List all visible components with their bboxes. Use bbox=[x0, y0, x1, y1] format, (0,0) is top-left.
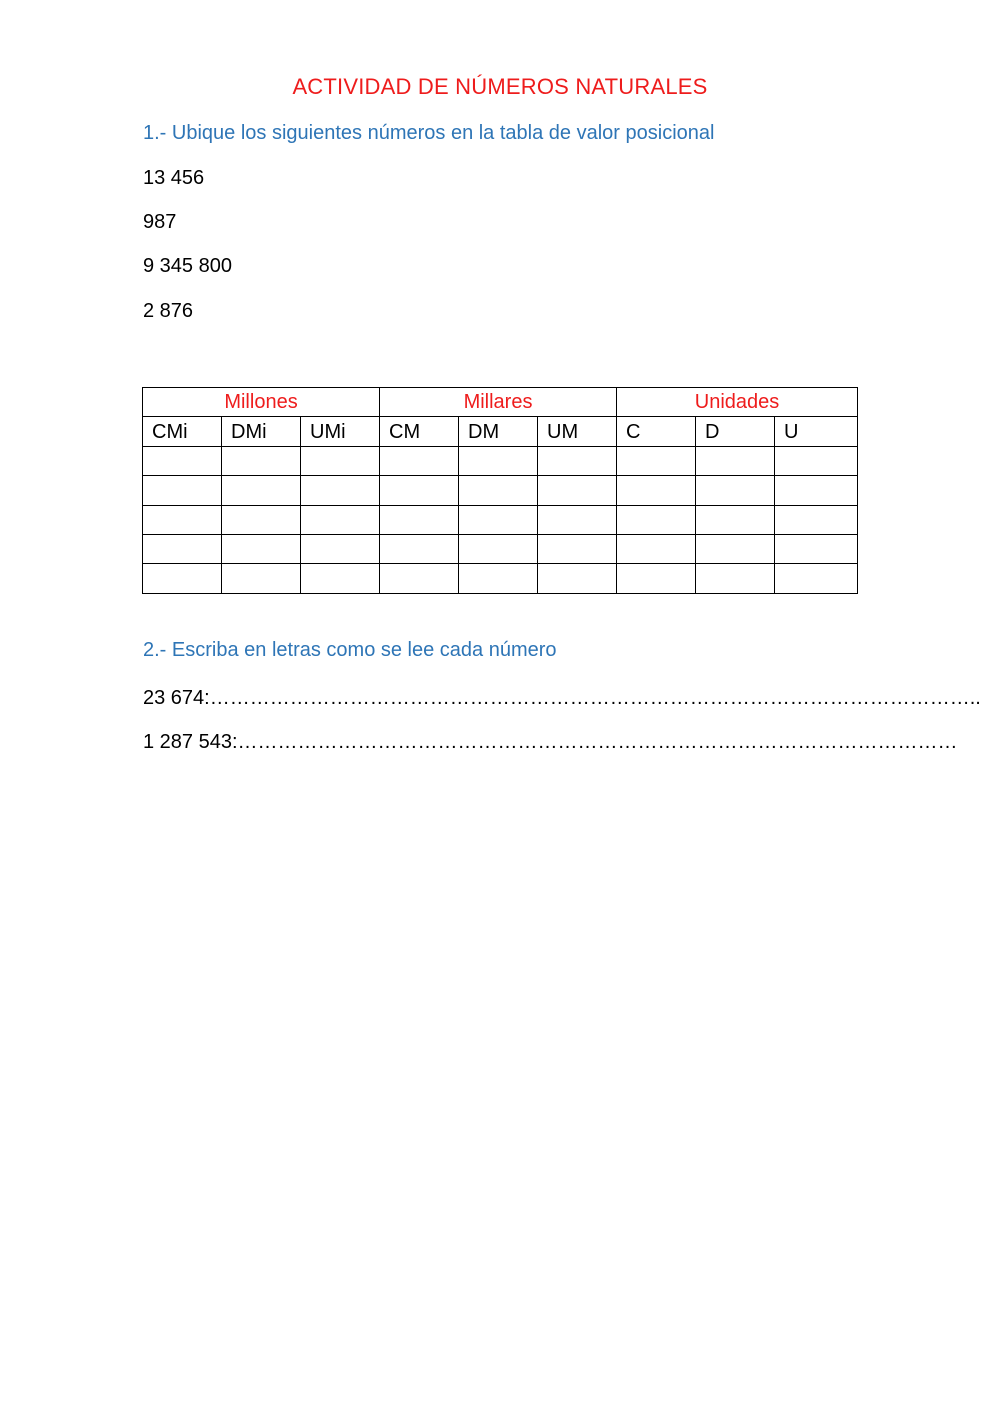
answer-line[interactable]: 1 287 543:……………………………………………………………………………………………… bbox=[143, 731, 958, 753]
question-2-heading: 2.- Escriba en letras como se lee cada número bbox=[143, 639, 557, 661]
column-header: CM bbox=[380, 417, 459, 446]
table-cell[interactable] bbox=[301, 505, 380, 534]
table-cell[interactable] bbox=[696, 505, 775, 534]
column-header: DMi bbox=[222, 417, 301, 446]
table-cell[interactable] bbox=[538, 446, 617, 475]
table-cell[interactable] bbox=[143, 446, 222, 475]
group-header-millares: Millares bbox=[380, 388, 617, 417]
table-cell[interactable] bbox=[459, 505, 538, 534]
table-cell[interactable] bbox=[301, 564, 380, 593]
table-cell[interactable] bbox=[538, 534, 617, 563]
column-header: U bbox=[775, 417, 858, 446]
table-cell[interactable] bbox=[538, 476, 617, 505]
table-cell[interactable] bbox=[696, 446, 775, 475]
table-cell[interactable] bbox=[459, 476, 538, 505]
table-cell[interactable] bbox=[301, 534, 380, 563]
column-header: UMi bbox=[301, 417, 380, 446]
table-cell[interactable] bbox=[617, 534, 696, 563]
table-cell[interactable] bbox=[222, 446, 301, 475]
table-row bbox=[143, 505, 858, 534]
column-header-row bbox=[143, 417, 858, 446]
table-body bbox=[143, 446, 858, 593]
table-cell[interactable] bbox=[617, 505, 696, 534]
table-cell[interactable] bbox=[143, 534, 222, 563]
group-header-row bbox=[143, 388, 858, 417]
column-header: C bbox=[617, 417, 696, 446]
table-cell[interactable] bbox=[143, 505, 222, 534]
column-header: DM bbox=[459, 417, 538, 446]
table-cell[interactable] bbox=[617, 446, 696, 475]
table-row bbox=[143, 564, 858, 593]
table-cell[interactable] bbox=[380, 476, 459, 505]
table-cell[interactable] bbox=[222, 564, 301, 593]
table-row bbox=[143, 476, 858, 505]
table-cell[interactable] bbox=[143, 476, 222, 505]
table-row bbox=[143, 446, 858, 475]
table-cell[interactable] bbox=[301, 476, 380, 505]
table-cell[interactable] bbox=[696, 476, 775, 505]
number-item: 987 bbox=[143, 211, 177, 233]
table-cell[interactable] bbox=[301, 446, 380, 475]
table-cell[interactable] bbox=[143, 564, 222, 593]
table-cell[interactable] bbox=[696, 534, 775, 563]
place-value-table bbox=[142, 387, 858, 594]
column-header: CMi bbox=[143, 417, 222, 446]
page-title: ACTIVIDAD DE NÚMEROS NATURALES bbox=[292, 74, 708, 99]
table-cell[interactable] bbox=[380, 505, 459, 534]
column-header: D bbox=[696, 417, 775, 446]
table-cell[interactable] bbox=[222, 476, 301, 505]
number-item: 9 345 800 bbox=[143, 255, 232, 277]
table-cell[interactable] bbox=[617, 564, 696, 593]
table-cell[interactable] bbox=[775, 564, 858, 593]
group-header-millones: Millones bbox=[143, 388, 380, 417]
table-cell[interactable] bbox=[775, 534, 858, 563]
table-cell[interactable] bbox=[380, 564, 459, 593]
table-cell[interactable] bbox=[459, 534, 538, 563]
table-cell[interactable] bbox=[775, 505, 858, 534]
table-cell[interactable] bbox=[222, 534, 301, 563]
table-cell[interactable] bbox=[538, 564, 617, 593]
table-cell[interactable] bbox=[459, 446, 538, 475]
table-cell[interactable] bbox=[459, 564, 538, 593]
answer-line[interactable]: 23 674:…………………………………………………………………………………………………….. bbox=[143, 687, 981, 709]
column-header: UM bbox=[538, 417, 617, 446]
table-cell[interactable] bbox=[696, 564, 775, 593]
table-cell[interactable] bbox=[380, 534, 459, 563]
table-cell[interactable] bbox=[538, 505, 617, 534]
number-item: 13 456 bbox=[143, 167, 205, 189]
question-1-heading: 1.- Ubique los siguientes números en la tabla de valor posicional bbox=[143, 122, 715, 144]
table-cell[interactable] bbox=[775, 476, 858, 505]
table-cell[interactable] bbox=[775, 446, 858, 475]
table-cell[interactable] bbox=[380, 446, 459, 475]
group-header-unidades: Unidades bbox=[617, 388, 858, 417]
number-item: 2 876 bbox=[143, 300, 194, 322]
table-cell[interactable] bbox=[617, 476, 696, 505]
table-row bbox=[143, 534, 858, 563]
table-cell[interactable] bbox=[222, 505, 301, 534]
